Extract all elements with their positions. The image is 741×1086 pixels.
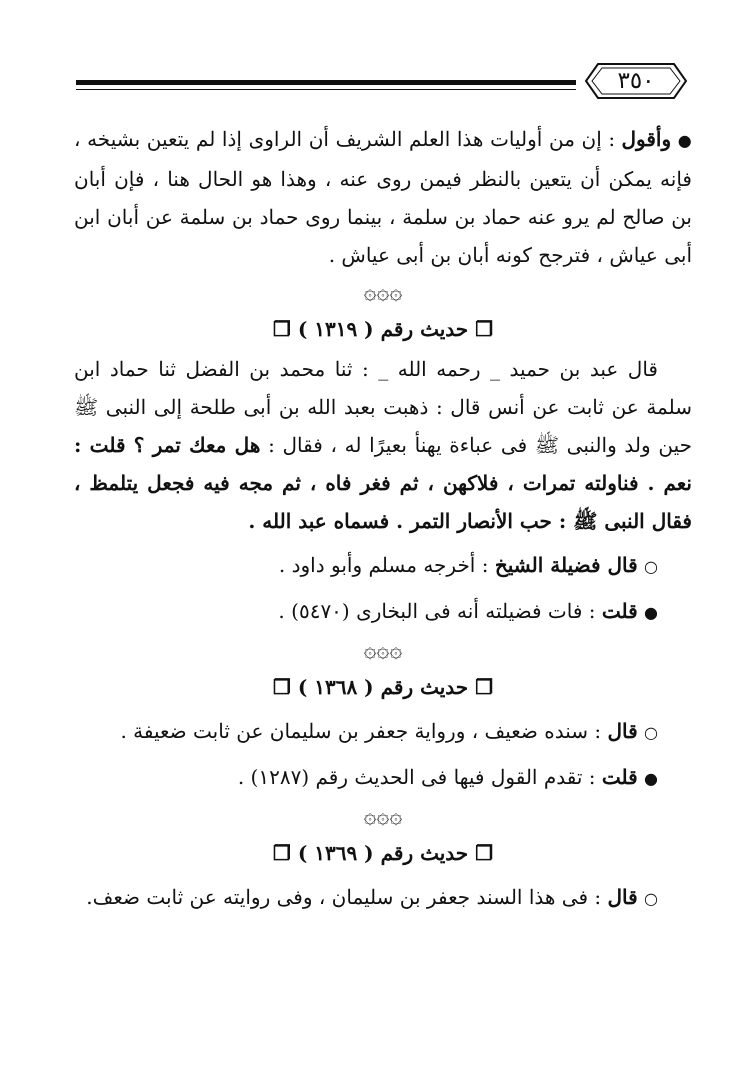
hollow-bullet-icon: ○ — [644, 723, 658, 742]
filled-bullet-icon: ● — [644, 769, 658, 788]
hollow-bullet-icon: ○ — [644, 557, 658, 576]
hadith-1319-matn: هل معك تمر ؟ قلت : نعم . فناولته تمرات ، فلاكهن ، ثم فغر فاه ، ثم مجه فيه فجعل يتلمظ ، فقال النبى ﷺ : حب الأنصار التمر . فسماه عبد الله . — [74, 433, 692, 533]
box-bullet-icon: ❐ — [475, 675, 494, 699]
section-ornament: ۞۞۞ — [363, 804, 403, 829]
hadith-1319-heading: ❐ حديث رقم ( ١٣١٩ ) ❐ — [272, 317, 494, 341]
box-bullet-icon: ❐ — [475, 317, 494, 341]
page-body — [74, 120, 692, 918]
page-number: ٣٥٠ — [617, 68, 655, 94]
header-rule-thick — [76, 80, 576, 85]
hadith-1368-qult: ● قلت : تقدم القول فيها فى الحديث رقم (١٢٨٧) . — [237, 765, 658, 789]
intro-paragraph — [74, 120, 692, 274]
hadith-1369-heading: ❐ حديث رقم ( ١٣٦٩ ) ❐ — [272, 841, 494, 865]
filled-bullet-icon: ● — [677, 131, 692, 150]
hadith-1368-qal: ○ قال : سنده ضعيف ، ورواية جعفر بن سليمان عن ثابت ضعيفة . — [120, 719, 658, 743]
hadith-1319-qal: ○ قال فضيلة الشيخ : أخرجه مسلم وأبو داود . — [278, 553, 658, 577]
header-rule-thin — [76, 89, 576, 90]
box-bullet-icon: ❐ — [272, 841, 291, 865]
hadith-1369-qal: ○ قال : فى هذا السند جعفر بن سليمان ، وفى روايته عن ثابت ضعف. — [86, 885, 658, 909]
box-bullet-icon: ❐ — [475, 841, 494, 865]
section-ornament: ۞۞۞ — [363, 280, 403, 305]
hollow-bullet-icon: ○ — [644, 889, 658, 908]
page-header — [76, 60, 688, 100]
intro-label: وأقول — [621, 127, 672, 151]
filled-bullet-icon: ● — [644, 603, 658, 622]
intro-text: : إن من أوليات هذا العلم الشريف أن الراوى إذا لم يتعين بشيخه ، فإنه يمكن أن يتعين بالنظر فيمن روى عنه ، وهذا هو الحال هنا ، فإن أبان بن صالح لم يرو عنه حماد بن سلمة ، بينما روى حماد بن سلمة عن أبان ابن أبى عياش ، فترجح كونه أبان بن أبى عياش . — [74, 127, 692, 267]
box-bullet-icon: ❐ — [272, 675, 291, 699]
box-bullet-icon: ❐ — [272, 317, 291, 341]
section-ornament: ۞۞۞ — [363, 638, 403, 663]
page-number-badge — [584, 62, 688, 100]
hadith-1319-qult: ● قلت : فات فضيلته أنه فى البخارى (٥٤٧٠) . — [278, 599, 658, 623]
hadith-1368-heading: ❐ حديث رقم ( ١٣٦٨ ) ❐ — [272, 675, 494, 699]
hadith-1319-text: قال عبد بن حميد _ رحمه الله _ : ثنا محمد بن الفضل ثنا حماد ابن سلمة عن ثابت عن أنس قال : ذهبت بعبد الله بن أبى طلحة إلى النبى ﷺ حين ولد والنبى ﷺ فى عباءة يهنأ بعيرًا له ، فقال : هل معك تمر ؟ قلت : نعم . فناولته تمرات ، فلاكهن ، ثم فغر فاه ، ثم مجه فيه فجعل يتلمظ ، فقال النبى ﷺ : حب الأنصار التمر . فسماه عبد الله . — [74, 357, 692, 533]
